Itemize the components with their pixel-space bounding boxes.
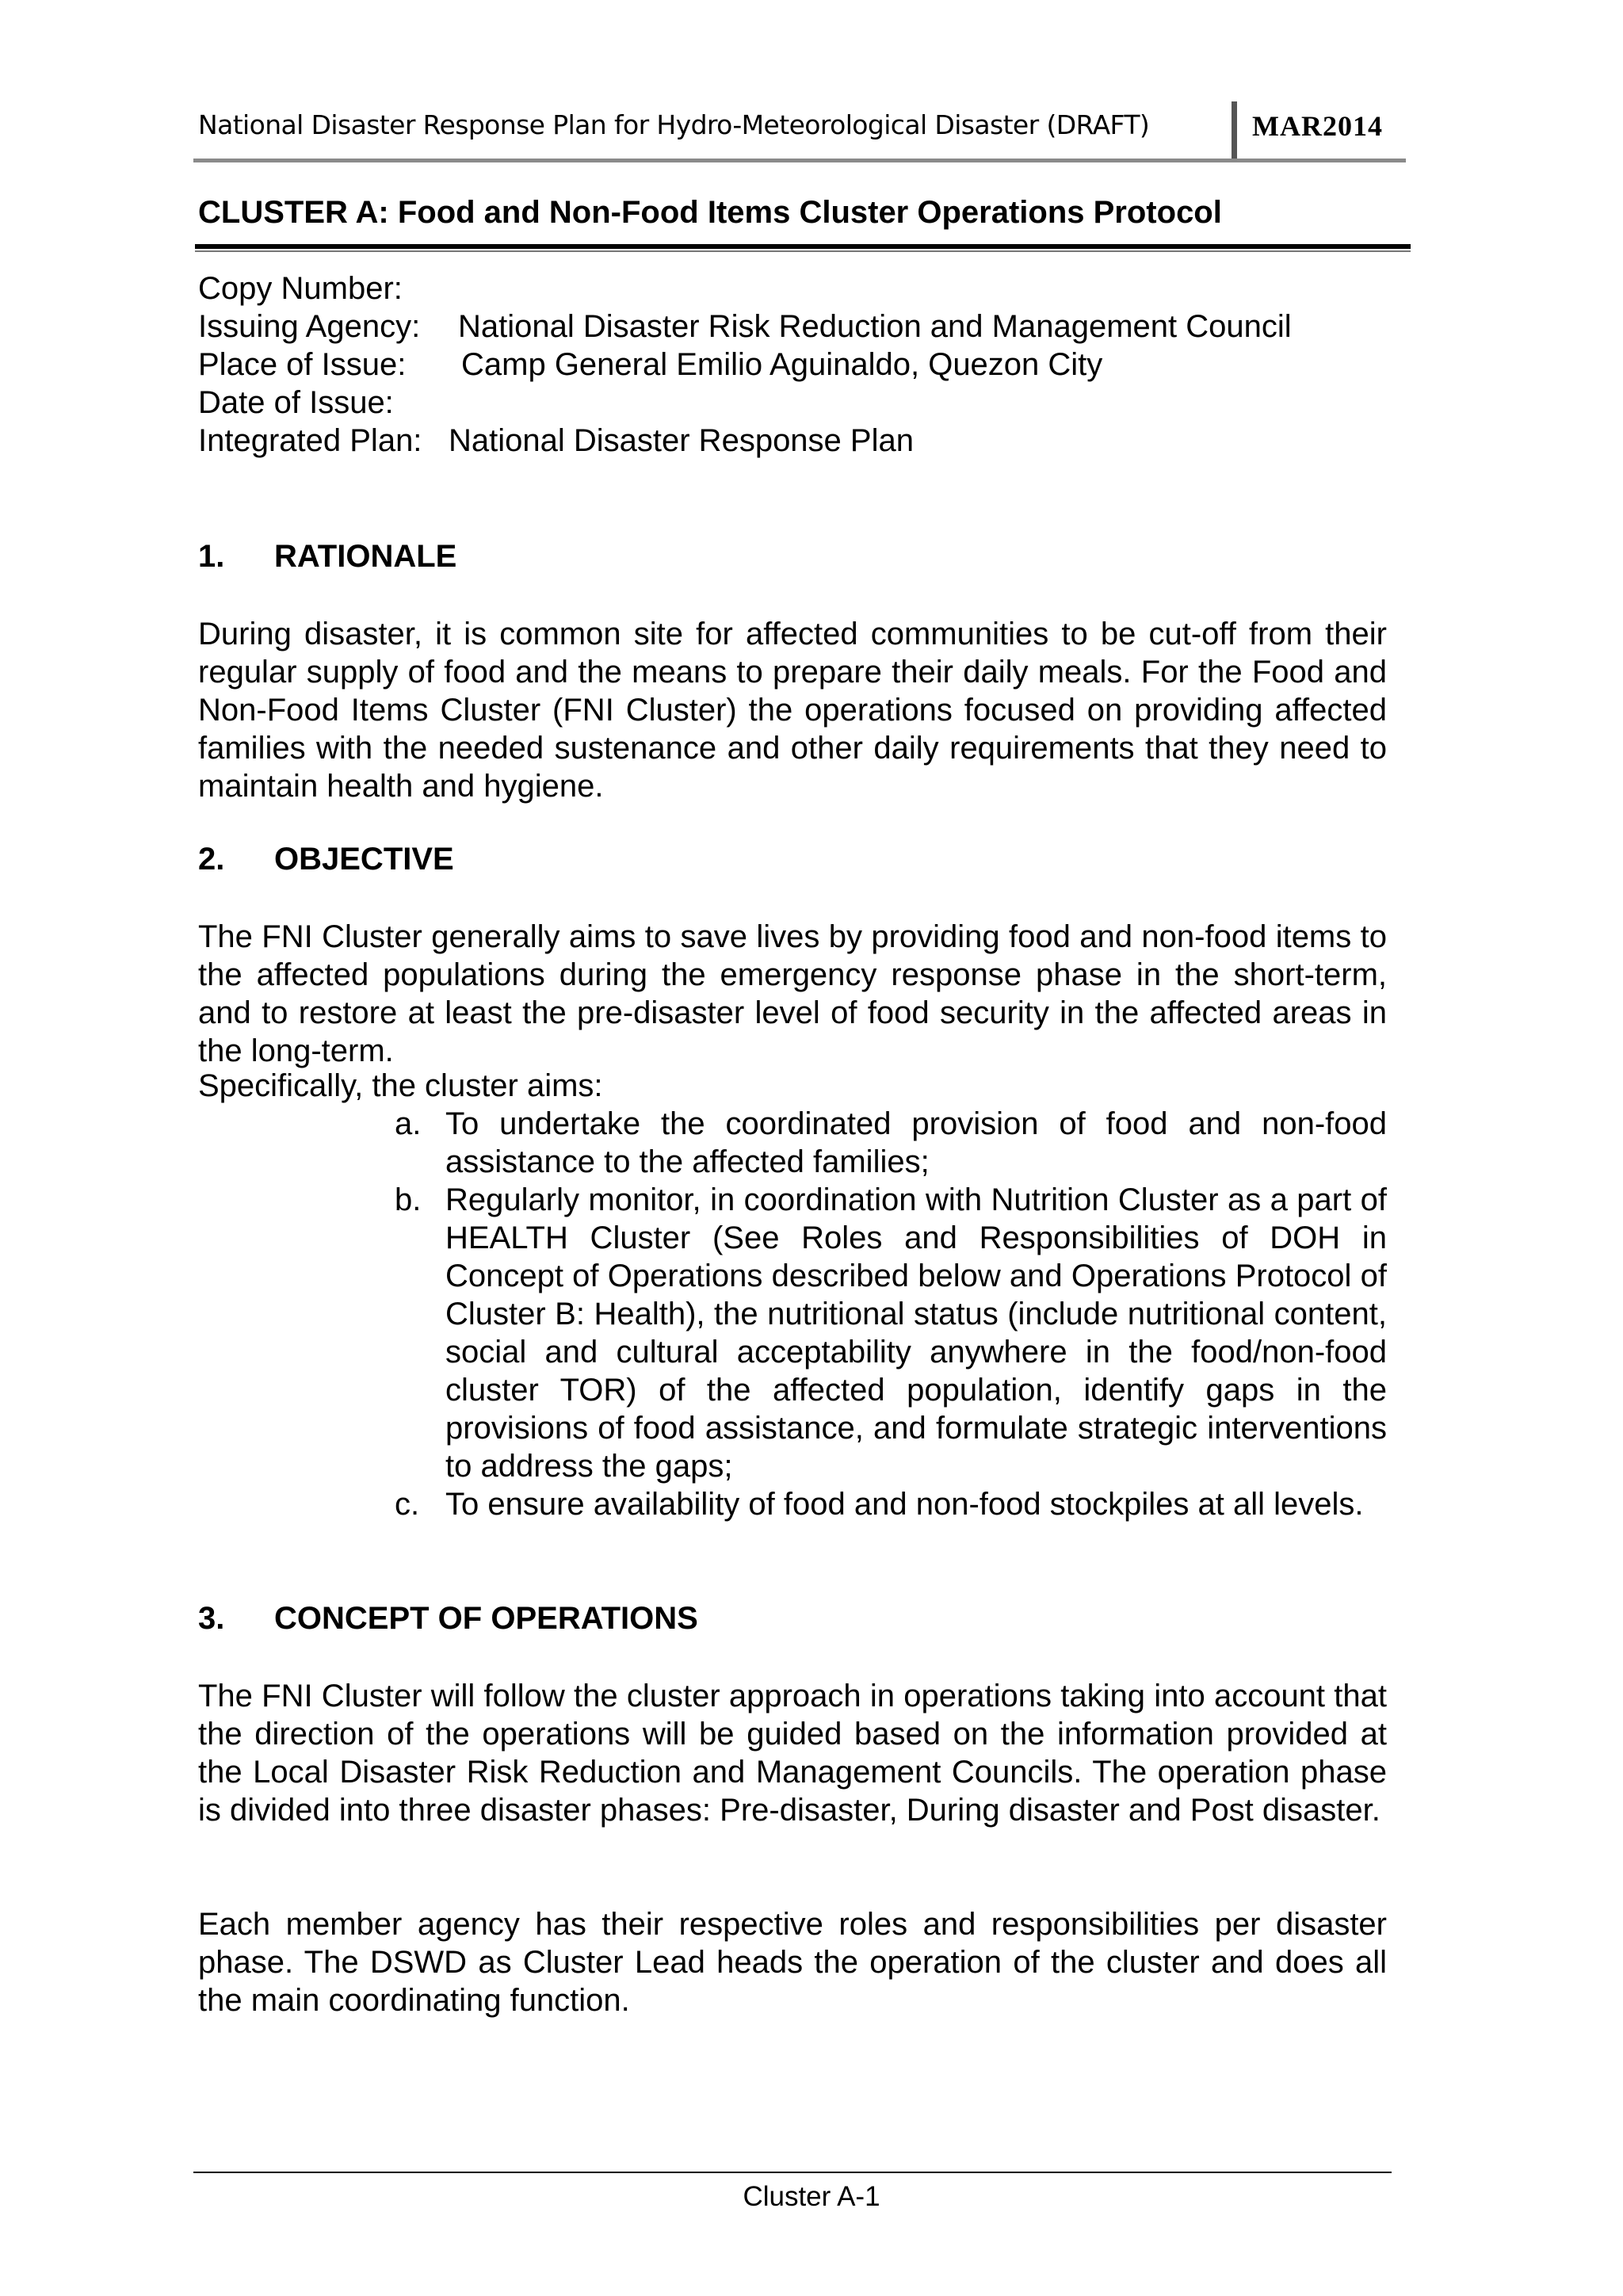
concept-paragraph-2: Each member agency has their respective roles and responsibilities per disaster phase. The DSWD as Cluster Lead heads the operation of the cluster and does all the main coordinating function.: [198, 1907, 1387, 2018]
meta-label: Copy Number:: [198, 271, 403, 306]
meta-date-of-issue: [198, 384, 1387, 422]
header-title: National Disaster Response Plan for Hydro-Meteorological Disaster (DRAFT): [198, 109, 1150, 140]
header-rule: [193, 159, 1406, 162]
rationale-paragraph: During disaster, it is common site for affected communities to be cut-off from their regular supply of food and the means to prepare their daily meals. For the Food and Non-Food Items Cluster (FNI Cluster) the operations focused on providing affected families with the needed sustenance and other daily requirements that they need to maintain health and hygiene.: [198, 617, 1387, 804]
meta-label: Place of Issue:: [198, 347, 407, 382]
list-item: [395, 1181, 1387, 1485]
list-item-text: Regularly monitor, in coordination with Nutrition Cluster as a part of HEALTH Cluster (See Roles and Responsibilities of DOH in Concept of Operations described below and Operations Protocol of Cluster B: Health), the nutritional status (include nutritional content, social and cultural acceptability anywhere in the food/non-food cluster TOR) of the affected population, identify gaps in the provisions of food assistance, and formulate strategic interventions to address the gaps;: [445, 1182, 1387, 1484]
document-title: CLUSTER A: Food and Non-Food Items Cluster Operations Protocol: [198, 195, 1222, 230]
meta-issuing-agency: [198, 308, 1387, 346]
list-item-text: To undertake the coordinated provision of food and non-food assistance to the affected families;: [445, 1106, 1387, 1179]
list-item: [395, 1485, 1387, 1523]
section-number: 1.: [198, 539, 225, 574]
meta-value: Camp General Emilio Aguinaldo, Quezon City: [461, 347, 1103, 382]
header-date-code: MAR2014: [1252, 110, 1383, 142]
meta-label: Integrated Plan:: [198, 423, 422, 458]
meta-value: National Disaster Response Plan: [449, 423, 914, 458]
section-number: 2.: [198, 842, 225, 877]
list-marker: b.: [395, 1182, 422, 1217]
meta-place-of-issue: [198, 346, 1387, 384]
header-separator: [1232, 101, 1237, 159]
section-heading-rationale: [198, 539, 456, 575]
section-title: OBJECTIVE: [274, 842, 454, 877]
meta-label: Date of Issue:: [198, 385, 394, 420]
concept-paragraph-1: The FNI Cluster will follow the cluster approach in operations taking into account that the direction of the operations will be guided based on the information provided at the Local Disaster Risk Reduction and Management Councils. The operation phase is divided into three disaster phases: Pre-disaster, During disaster and Post disaster.: [198, 1679, 1387, 1828]
title-rule: [195, 244, 1411, 249]
list-marker: c.: [395, 1487, 420, 1522]
objective-paragraph: The FNI Cluster generally aims to save lives by providing food and non-food items to the affected populations during the emergency response phase in the short-term, and to restore at least the pre-disaster level of food security in the affected areas in the long-term.: [198, 919, 1387, 1068]
section-title: RATIONALE: [274, 539, 457, 574]
objective-aims-list: [395, 1105, 1387, 1523]
list-item-text: To ensure availability of food and non-food stockpiles at all levels.: [445, 1487, 1364, 1522]
list-marker: a.: [395, 1106, 422, 1141]
section-number: 3.: [198, 1601, 225, 1636]
section-title: CONCEPT OF OPERATIONS: [274, 1601, 698, 1636]
footer-rule: [193, 2172, 1392, 2173]
objective-intro: Specifically, the cluster aims:: [198, 1068, 603, 1103]
page-header: [193, 101, 1406, 162]
list-item: [395, 1105, 1387, 1181]
section-heading-objective: [198, 842, 454, 877]
title-rule-thin: [195, 250, 1411, 252]
section-heading-concept-of-operations: [198, 1601, 698, 1637]
meta-label: Issuing Agency:: [198, 309, 421, 344]
meta-value: National Disaster Risk Reduction and Management Council: [458, 309, 1292, 344]
meta-copy-number: [198, 269, 1387, 308]
page-footer-label: Cluster A-1: [743, 2181, 880, 2212]
document-meta: [198, 269, 1387, 460]
meta-integrated-plan: [198, 422, 1387, 460]
